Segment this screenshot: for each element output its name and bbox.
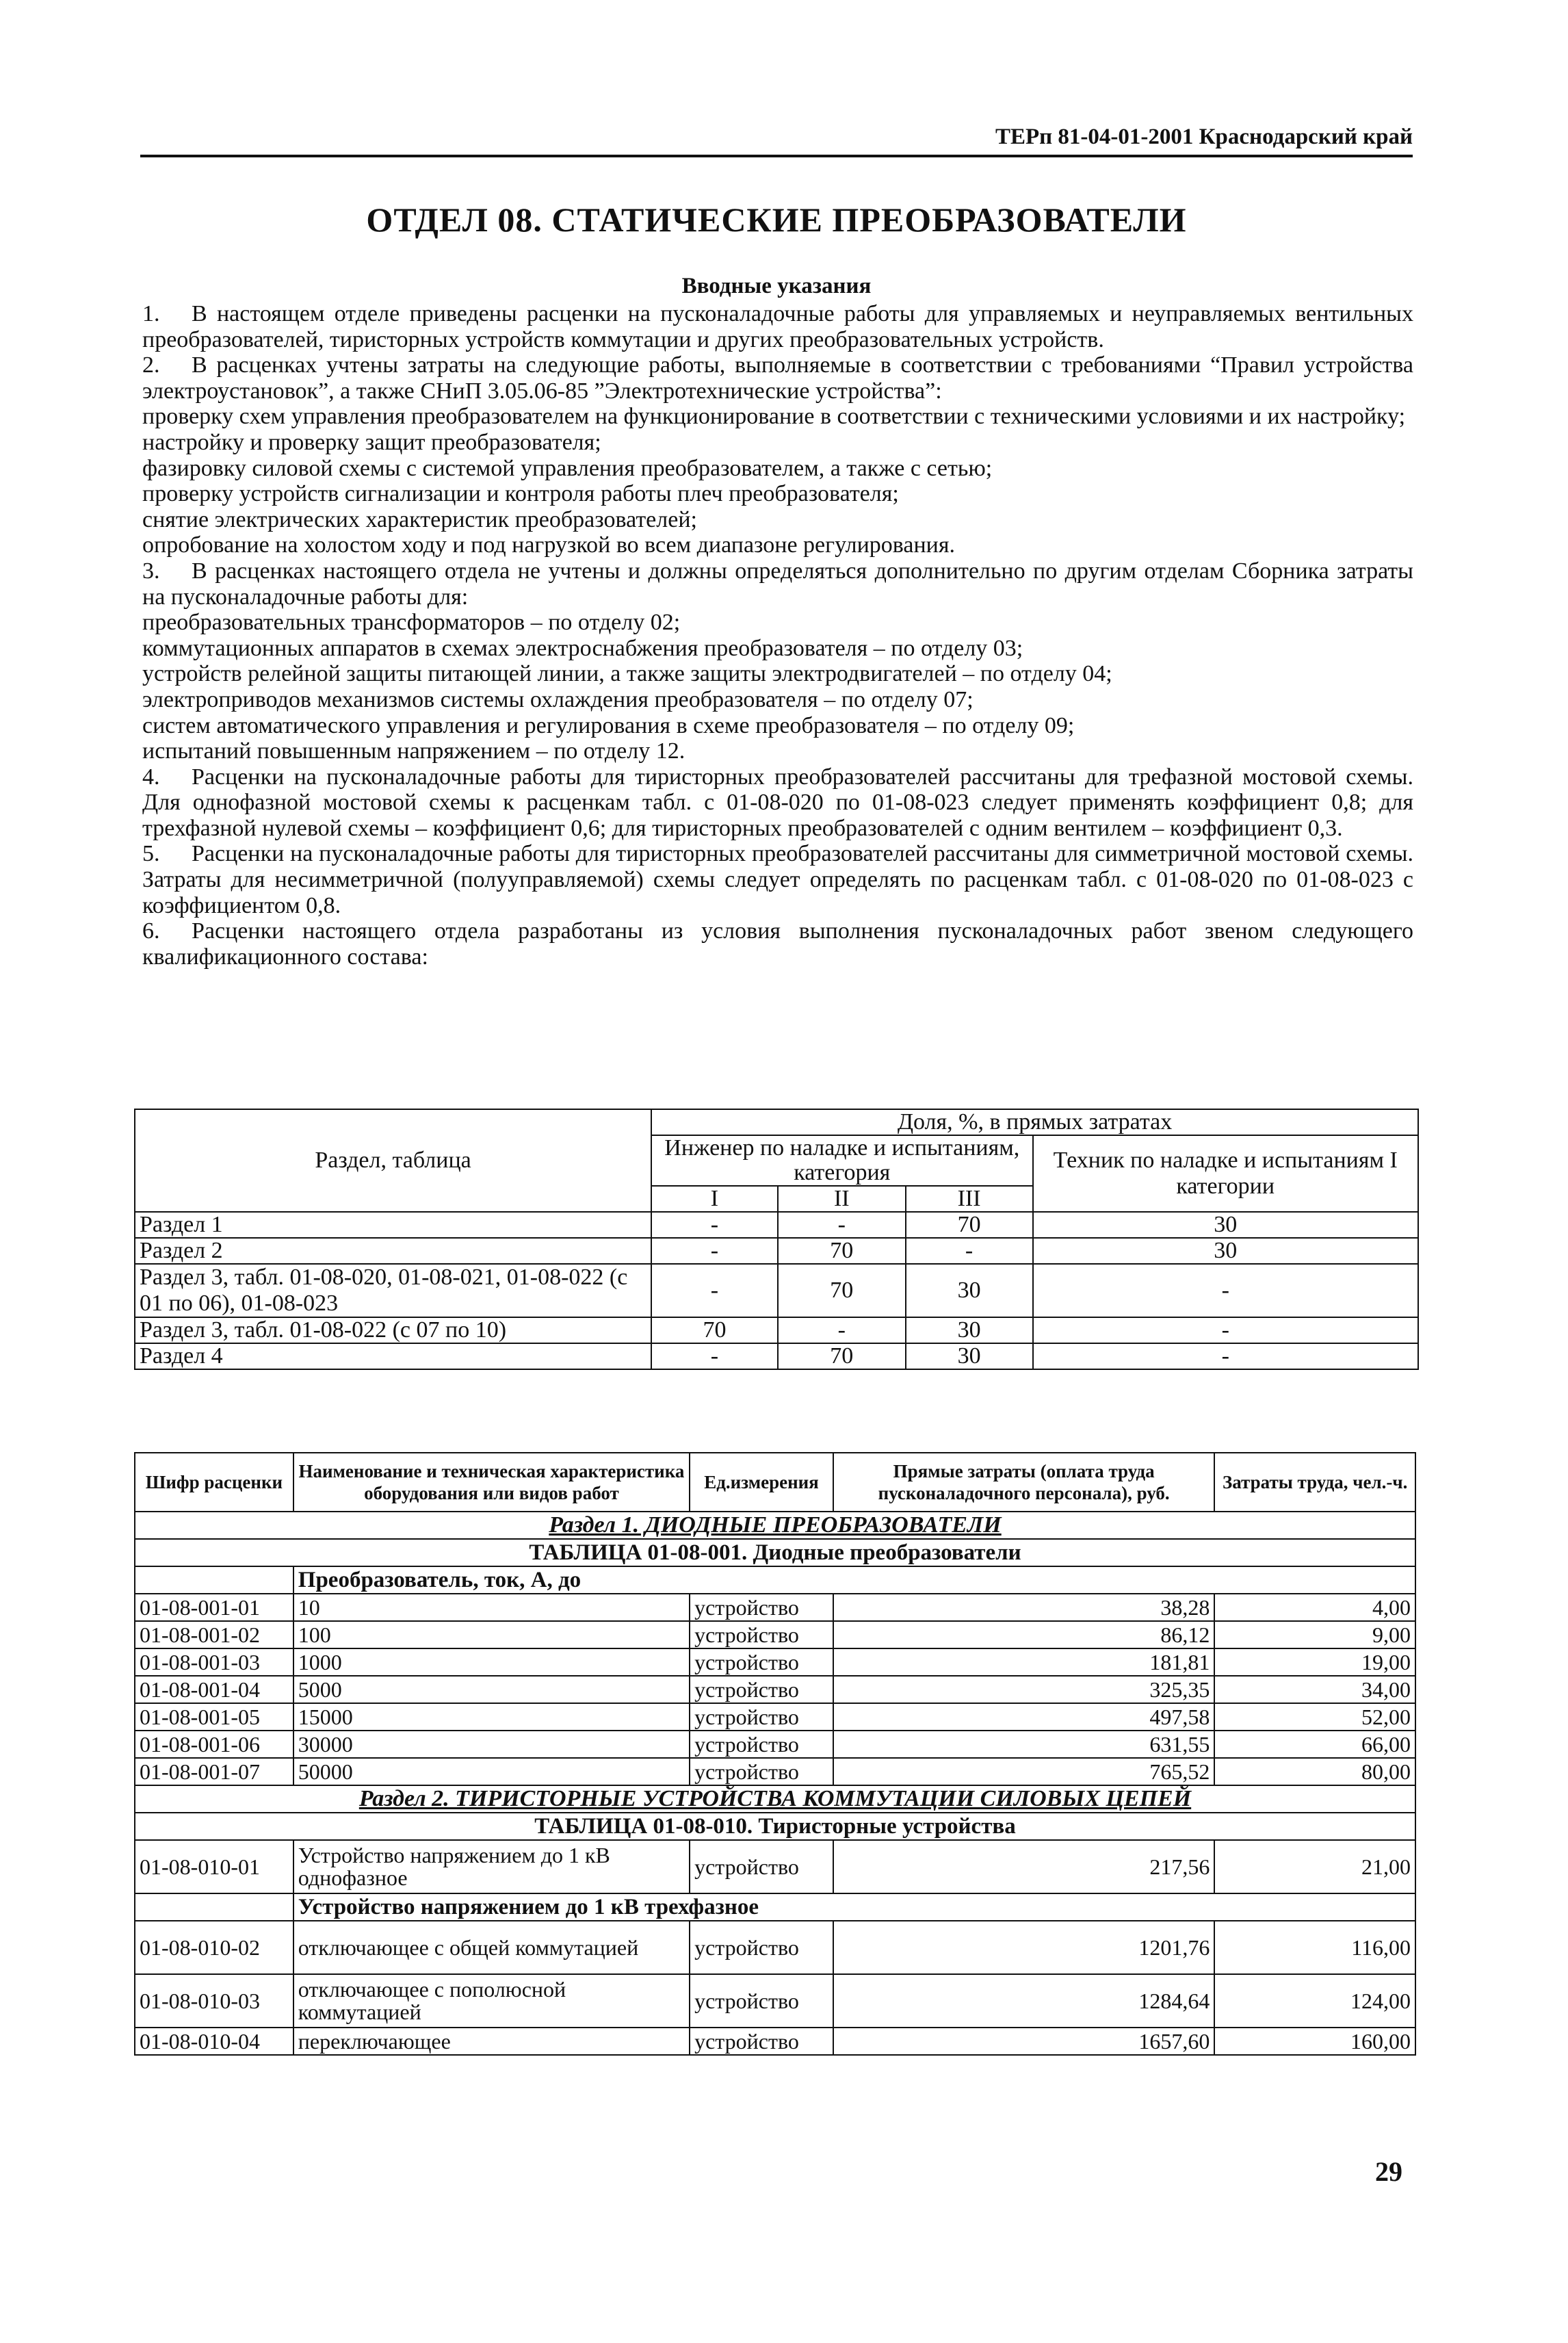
intro-list-item: преобразовательных трансформаторов – по отделу 02;	[142, 610, 681, 636]
header-section: Раздел, таблица	[135, 1109, 651, 1212]
intro-list-item: настройку и проверку защит преобразователя;	[142, 429, 601, 455]
intro-list-item: испытаний повышенным напряжением – по отделу 12.	[142, 738, 685, 764]
table-row: 01-08-001-07 50000 устройство 765,52 80,00	[135, 1758, 1415, 1785]
intro-list-item: проверку устройств сигнализации и контроля работы плеч преобразователя;	[142, 481, 899, 507]
page-number: 29	[1375, 2156, 1402, 2187]
section-heading: Раздел 2. ТИРИСТОРНЫЕ УСТРОЙСТВА КОММУТАЦИИ СИЛОВЫХ ЦЕПЕЙ	[135, 1785, 1415, 1813]
table-row: 01-08-010-03 отключающее с пополюсной коммутацией устройство 1284,64 124,00	[135, 1974, 1415, 2028]
intro-list-item: проверку схем управления преобразователем на функционирование в соответствии с техническими условиями и их настройку;	[142, 404, 1406, 430]
table-row: 01-08-001-04 5000 устройство 325,35 34,00	[135, 1676, 1415, 1703]
intro-paragraph-5: 5. Расценки на пусконаладочные работы для тиристорных преобразователей рассчитаны для симметричной мостовой схемы. Затраты для несимметричной (полууправляемой) схемы следует определять по расценкам табл. с 01-08-020 по 01-08-023 с коэффициентом 0,8.	[142, 841, 1413, 918]
intro-list-item: коммутационных аппаратов в схемах электроснабжения преобразователя – по отделу 03;	[142, 635, 1023, 661]
intro-paragraph-6: 6. Расценки настоящего отдела разработаны из условия выполнения пусконаладочных работ звеном следующего квалификационного состава:	[142, 918, 1413, 970]
intro-paragraph-3: 3. В расценках настоящего отдела не учтены и должны определяться дополнительно по другим отделам Сборника затраты на пусконаладочные работы для:	[142, 558, 1413, 610]
price-table	[134, 1452, 1416, 2056]
table-row: 01-08-001-05 15000 устройство 497,58 52,00	[135, 1703, 1415, 1731]
table-row: Раздел 3, табл. 01-08-022 (с 07 по 10) 70 - 30 -	[135, 1317, 1418, 1343]
table-row: 01-08-010-01 Устройство напряжением до 1 кВ однофазное устройство 217,56 21,00	[135, 1840, 1415, 1893]
group-heading: Преобразователь, ток, А, до	[293, 1566, 1415, 1594]
intro-list-item: устройств релейной защиты питающей линии, а также защиты электродвигателей – по отделу 04;	[142, 661, 1112, 687]
header-unit: Ед.измерения	[690, 1453, 833, 1512]
intro-list-item: снятие электрических характеристик преобразователей;	[142, 506, 697, 532]
document-code: ТЕРп 81-04-01-2001 Краснодарский край	[995, 125, 1413, 149]
table-row: Раздел 4 - 70 30 -	[135, 1343, 1418, 1369]
table-row: Раздел 3, табл. 01-08-020, 01-08-021, 01-08-022 (с 01 по 06), 01-08-023 - 70 30 -	[135, 1264, 1418, 1317]
crew-share-table	[134, 1109, 1419, 1370]
header-cat-3: III	[906, 1186, 1033, 1212]
header-cat-1: I	[651, 1186, 778, 1212]
section-heading: Раздел 1. ДИОДНЫЕ ПРЕОБРАЗОВАТЕЛИ	[135, 1512, 1415, 1539]
header-name: Наименование и техническая характеристика оборудования или видов работ	[293, 1453, 690, 1512]
intro-paragraph-1: 1. В настоящем отделе приведены расценки на пусконаладочные работы для управляемых и неуправляемых вентильных преобразователей, тиристорных устройств коммутации и других преобразовательных устройств.	[142, 301, 1413, 352]
table-row: 01-08-001-02 100 устройство 86,12 9,00	[135, 1621, 1415, 1648]
intro-heading: Вводные указания	[681, 274, 872, 298]
header-engineer: Инженер по наладке и испытаниям, категория	[651, 1135, 1032, 1186]
intro-list-item: опробование на холостом ходу и под нагрузкой во всем диапазоне регулирования.	[142, 532, 955, 558]
price-table-header	[135, 1453, 1415, 1512]
intro-list-item: систем автоматического управления и регулирования в схеме преобразователя – по отделу 09;	[142, 712, 1075, 738]
table-heading: ТАБЛИЦА 01-08-010. Тиристорные устройства	[135, 1813, 1415, 1840]
table-row: Раздел 2 - 70 - 30	[135, 1238, 1418, 1264]
intro-text	[142, 301, 1413, 970]
table-heading: ТАБЛИЦА 01-08-001. Диодные преобразователи	[135, 1539, 1415, 1566]
header-cat-2: II	[778, 1186, 906, 1212]
intro-list-item: электроприводов механизмов системы охлаждения преобразователя – по отделу 07;	[142, 686, 974, 712]
table-row: 01-08-001-03 1000 устройство 181,81 19,00	[135, 1648, 1415, 1676]
table-row: 01-08-001-01 10 устройство 38,28 4,00	[135, 1594, 1415, 1621]
header-cost: Прямые затраты (оплата труда пусконаладочного персонала), руб.	[833, 1453, 1214, 1512]
table-row: 01-08-010-02 отключающее с общей коммутацией устройство 1201,76 116,00	[135, 1921, 1415, 1974]
running-header	[140, 122, 1413, 157]
header-share: Доля, %, в прямых затратах	[651, 1109, 1418, 1135]
header-labor: Затраты труда, чел.-ч.	[1214, 1453, 1415, 1512]
section-title: ОТДЕЛ 08. СТАТИЧЕСКИЕ ПРЕОБРАЗОВАТЕЛИ	[366, 200, 1187, 239]
table-row: Раздел 1 - - 70 30	[135, 1212, 1418, 1238]
table-row: 01-08-001-06 30000 устройство 631,55 66,00	[135, 1731, 1415, 1758]
header-technician: Техник по наладке и испытаниям I категории	[1033, 1135, 1419, 1212]
intro-list-item: фазировку силовой схемы с системой управления преобразователем, а также с сетью;	[142, 455, 993, 481]
header-code: Шифр расценки	[135, 1453, 293, 1512]
intro-paragraph-2: 2. В расценках учтены затраты на следующие работы, выполняемые в соответствии с требованиями “Правил устройства электроустановок”, а также СНиП 3.05.06-85 ”Электротехнические устройства”:	[142, 352, 1413, 404]
intro-paragraph-4: 4. Расценки на пусконаладочные работы для тиристорных преобразователей рассчитаны для трефазной мостовой схемы. Для однофазной мостовой схемы к расценкам табл. с 01-08-020 по 01-08-023 следует применять коэффициент 0,8; для трехфазной нулевой схемы – коэффициент 0,6; для тиристорных преобразователей с одним вентилем – коэффициент 0,3.	[142, 764, 1413, 841]
table-row: 01-08-010-04 переключающее устройство 1657,60 160,00	[135, 2028, 1415, 2055]
group-heading: Устройство напряжением до 1 кВ трехфазное	[293, 1893, 1415, 1921]
